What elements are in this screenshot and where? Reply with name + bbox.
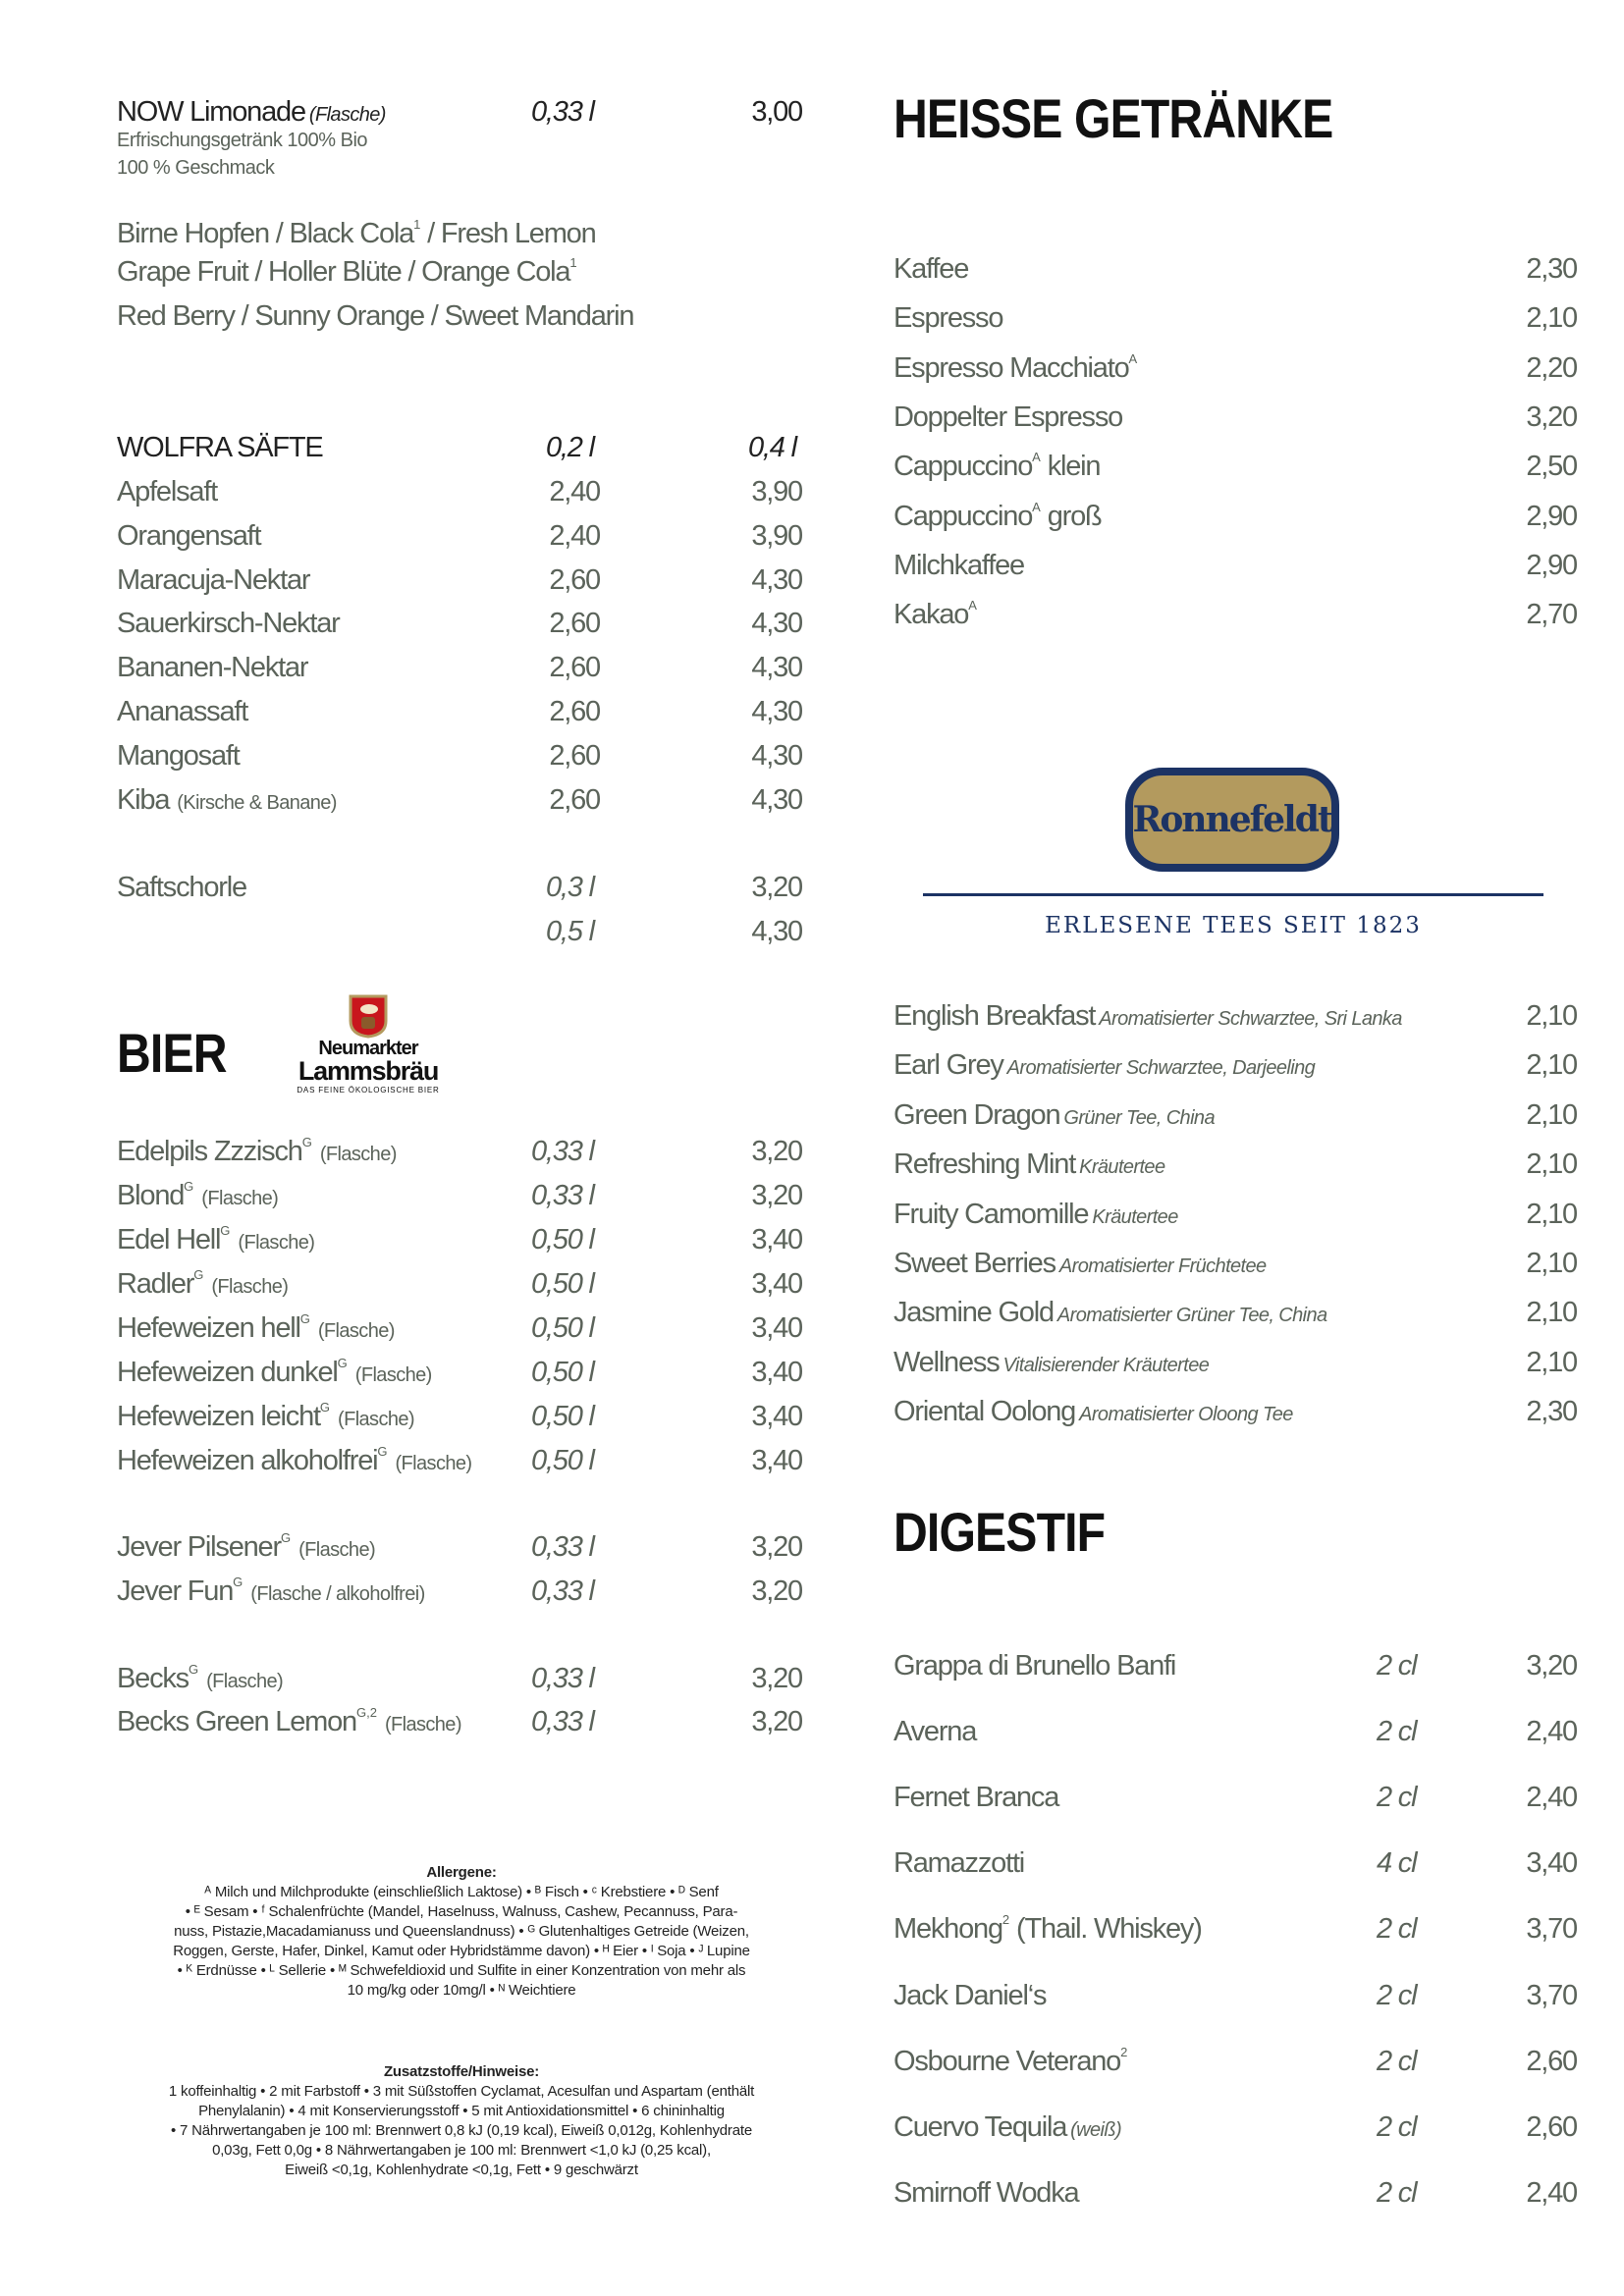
item-label: Saftschorle xyxy=(117,872,246,903)
item-label: English Breakfast xyxy=(893,1000,1096,1032)
item-price: 3,90 xyxy=(751,519,802,552)
item-price: 3,40 xyxy=(751,1445,802,1476)
item-volume: 2 cl xyxy=(1377,1716,1417,1748)
allergen-marker: G xyxy=(220,1223,231,1238)
item-label: Smirnoff Wodka xyxy=(893,2176,1079,2209)
allergen-marker: G,2 xyxy=(355,1705,377,1720)
item-note: Aromatisierter Grüner Tee, China xyxy=(1056,1305,1327,1327)
item-volume: 0,3 l xyxy=(546,872,594,903)
item-name xyxy=(893,1392,1293,1434)
item-note: (Flasche) xyxy=(206,1671,284,1692)
item-price: 2,90 xyxy=(1526,549,1577,581)
item-label: Sweet Berries xyxy=(893,1248,1056,1279)
item-label: Refreshing Mint xyxy=(893,1148,1076,1181)
item-name xyxy=(893,447,1100,486)
item-price: 2,40 xyxy=(1526,1782,1577,1814)
item-volume: 2 cl xyxy=(1377,2045,1417,2077)
item-label: Kaffee xyxy=(893,253,969,285)
item-note: (Flasche) xyxy=(317,1320,395,1342)
tea-row xyxy=(0,1145,1624,1184)
digestif-row xyxy=(0,1843,1624,1883)
digestif-row xyxy=(0,1909,1624,1949)
item-volume: 0,5 l xyxy=(546,916,594,947)
item-label: Red Berry / Sunny Orange / Sweet Mandarin xyxy=(117,300,634,332)
item-price: 2,70 xyxy=(1526,599,1577,631)
item-name xyxy=(893,298,1002,338)
item-note: Aromatisierter Schwarztee, Darjeeling xyxy=(1006,1057,1316,1080)
item-label: Ramazzotti xyxy=(893,1847,1025,1880)
tea-row xyxy=(0,1293,1624,1332)
item-label-suffix: klein xyxy=(1040,451,1101,483)
item-name xyxy=(893,1293,1327,1335)
item-price: 2,60 xyxy=(1526,2110,1577,2143)
item-label: Cappuccino xyxy=(893,451,1033,483)
allergen-marker: 1 xyxy=(413,217,421,232)
allergens-title: Allergene: xyxy=(426,1864,497,1881)
allergen-marker: G xyxy=(184,1179,194,1194)
juice-row xyxy=(0,780,1624,820)
item-volume: 0,50 l xyxy=(531,1268,594,1300)
lammsbraeu-line2: Lammsbräu xyxy=(298,1056,439,1086)
item-price: 3,70 xyxy=(1526,1979,1577,2011)
item-name xyxy=(893,1095,1215,1138)
item-price: 3,40 xyxy=(751,1224,802,1255)
tea-row xyxy=(0,996,1624,1036)
item-price: 4,30 xyxy=(751,608,802,640)
item-label: Hefeweizen alkoholfrei xyxy=(117,1445,378,1476)
item-label: Hefeweizen dunkel xyxy=(117,1357,338,1388)
lammsbraeu-line1: Neumarkter xyxy=(318,1038,418,1059)
hot-drinks-heading: HEISSE GETRÄNKE xyxy=(893,87,1333,149)
item-price: 2,10 xyxy=(1526,1198,1577,1230)
item-price: 3,20 xyxy=(751,1575,802,1607)
item-label: Becks xyxy=(117,1663,189,1694)
item-label: Blond xyxy=(117,1180,185,1211)
schorle-row-2 xyxy=(0,912,1624,951)
tea-row xyxy=(0,1045,1624,1085)
now-limonade-row xyxy=(0,92,1624,132)
item-price: 4,30 xyxy=(751,916,802,947)
digestif-row xyxy=(0,2042,1624,2081)
item-label: Mangosaft xyxy=(117,739,240,772)
item-note: Aromatisierter Früchtetee xyxy=(1058,1255,1267,1277)
item-volume: 2 cl xyxy=(1377,1913,1417,1946)
tea-row xyxy=(0,1244,1624,1283)
allergen-marker: G xyxy=(299,1311,310,1326)
item-price: 4,30 xyxy=(751,783,802,816)
additive-line: 1 koffeinhaltig • 2 mit Farbstoff • 3 mit Süßstoffen Cyclamat, Acesulfan und Aspartam (enthält xyxy=(168,2083,755,2100)
digestif-row xyxy=(0,2108,1624,2147)
allergen-line: nuss, Pistazie,Macadamianuss und Queenslandnuss) • ᴳ Glutenhaltiges Getreide (Weizen, xyxy=(174,1923,749,1940)
allergen-marker: 1 xyxy=(569,255,577,270)
additive-line: 0,03g, Fett 0,0g • 8 Nährwertangaben je 100 ml: Brennwert <1,0 kJ (0,25 kcal), xyxy=(212,2142,711,2159)
item-price: 2,20 xyxy=(1526,351,1577,384)
item-label: Becks Green Lemon xyxy=(117,1706,356,1737)
allergen-marker: G xyxy=(319,1400,331,1415)
allergen-marker: 2 xyxy=(1001,1912,1010,1928)
item-price: 2,50 xyxy=(1526,451,1577,483)
item-name xyxy=(117,736,240,775)
item-price: 3,40 xyxy=(1526,1847,1577,1880)
allergen-marker: G xyxy=(377,1444,388,1459)
item-price: 2,40 xyxy=(549,519,600,552)
item-label: Jasmine Gold xyxy=(893,1297,1054,1329)
item-price: 2,40 xyxy=(1526,1716,1577,1748)
item-label: Ananassaft xyxy=(117,696,248,727)
item-label: Radler xyxy=(117,1268,194,1300)
item-label: Kakao xyxy=(893,599,969,631)
item-volume: 0,33 l xyxy=(531,96,594,128)
item-price: 3,20 xyxy=(751,1663,802,1694)
item-name xyxy=(893,1843,1024,1883)
item-volume: 0,33 l xyxy=(531,1136,594,1167)
hot-drink-row xyxy=(0,546,1624,585)
item-note: Kräutertee xyxy=(1092,1205,1178,1228)
item-price: 2,60 xyxy=(549,563,600,596)
item-note: Grüner Tee, China xyxy=(1063,1106,1215,1129)
item-volume: 2 cl xyxy=(1377,1650,1417,1682)
item-name xyxy=(117,648,307,687)
ronnefeldt-tagline: ERLESENE TEES SEIT 1823 xyxy=(1045,913,1422,938)
ronnefeldt-wordmark: Ronnefeldt xyxy=(1132,799,1332,840)
hot-drink-row xyxy=(0,348,1624,388)
item-price: 2,10 xyxy=(1526,1148,1577,1181)
item-name xyxy=(893,2173,1078,2213)
item-name xyxy=(893,2108,1121,2150)
allergen-marker: G xyxy=(301,1135,312,1149)
item-label: Kiba xyxy=(117,783,170,816)
item-label: Grappa di Brunello Banfi xyxy=(893,1650,1176,1682)
item-note: (Flasche) xyxy=(308,104,386,126)
item-price: 2,60 xyxy=(549,652,600,684)
item-price: 2,40 xyxy=(1526,2176,1577,2209)
item-name xyxy=(893,1976,1046,2015)
beer-heading: BIER xyxy=(117,1022,227,1084)
item-label: Averna xyxy=(893,1716,977,1748)
item-volume: 0,4 l xyxy=(748,432,796,463)
allergen-marker: G xyxy=(193,1267,204,1282)
item-label: Birne Hopfen / Black Cola xyxy=(117,218,414,249)
allergen-line: • ᴷ Erdnüsse • ᴸ Sellerie • ᴹ Schwefeldioxid und Sulfite in einer Konzentration von mehr als xyxy=(177,1962,746,1979)
item-volume: 0,33 l xyxy=(531,1663,594,1694)
flavor-line xyxy=(0,214,1624,253)
item-note: (Flasche) xyxy=(211,1276,289,1298)
item-note: Kräutertee xyxy=(1079,1156,1165,1179)
juice-row xyxy=(0,648,1624,687)
item-price: 3,20 xyxy=(751,1706,802,1737)
item-volume: 0,33 l xyxy=(531,1180,594,1211)
item-name xyxy=(893,1343,1209,1385)
item-label: Fruity Camomille xyxy=(893,1198,1089,1230)
tea-row xyxy=(0,1392,1624,1431)
item-label: Grape Fruit / Holler Blüte / Orange Cola xyxy=(117,256,570,288)
item-name xyxy=(893,249,968,289)
item-label: Edel Hell xyxy=(117,1224,221,1255)
item-label: Hefeweizen hell xyxy=(117,1312,300,1344)
item-label: Sauerkirsch-Nektar xyxy=(117,608,340,640)
tea-row xyxy=(0,1343,1624,1382)
item-price: 4,30 xyxy=(751,563,802,596)
item-label: Cuervo Tequila xyxy=(893,2110,1067,2143)
item-name xyxy=(893,1646,1175,1685)
allergen-line: • ᴱ Sesam • ᶠ Schalenfrüchte (Mandel, Haselnuss, Walnuss, Cashew, Pecannuss, Para- xyxy=(185,1903,738,1920)
item-name xyxy=(893,546,1024,585)
item-label: Apfelsaft xyxy=(117,476,218,507)
item-price: 3,20 xyxy=(751,872,802,903)
allergen-line: 10 mg/kg oder 10mg/l • ᴺ Weichtiere xyxy=(347,1982,576,1999)
item-label: Milchkaffee xyxy=(893,549,1024,581)
item-note: (Kirsche & Banane) xyxy=(177,791,337,814)
digestif-row xyxy=(0,2173,1624,2213)
item-name xyxy=(893,1778,1058,1817)
item-name xyxy=(893,398,1122,437)
digestif-row xyxy=(0,1976,1624,2015)
item-name xyxy=(117,1441,471,1483)
item-note: (Flasche) xyxy=(338,1409,414,1430)
item-price: 2,10 xyxy=(1526,1049,1577,1082)
item-price: 2,10 xyxy=(1526,302,1577,335)
item-name xyxy=(893,595,977,634)
item-price: 2,30 xyxy=(1526,1396,1577,1428)
item-price: 3,20 xyxy=(751,1136,802,1167)
allergen-marker: G xyxy=(337,1356,348,1370)
additive-line: Phenylalanin) • 4 mit Konservierungsstoff • 5 mit Antioxidationsmittel • 6 chininhaltig xyxy=(198,2103,725,2119)
allergen-marker: A xyxy=(1032,450,1041,465)
item-price: 3,40 xyxy=(751,1312,802,1344)
item-volume: 0,50 l xyxy=(531,1401,594,1432)
item-name xyxy=(893,996,1402,1039)
item-price: 2,60 xyxy=(549,608,600,640)
item-name xyxy=(117,92,386,134)
item-note: (Flasche) xyxy=(395,1453,472,1474)
allergen-line: ᴬ Milch und Milchprodukte (einschließlich Laktose) • ᴮ Fisch • ᶜ Krebstiere • ᴰ Senf xyxy=(204,1884,719,1900)
juice-row xyxy=(0,692,1624,731)
item-price: 3,40 xyxy=(751,1268,802,1300)
item-price: 3,40 xyxy=(751,1357,802,1388)
allergen-line: Roggen, Gerste, Hafer, Dinkel, Kamut oder Hybridstämme davon) • ᴴ Eier • ᴵ Soja • ᴶ Lupine xyxy=(173,1943,750,1959)
item-name xyxy=(893,348,1137,388)
item-note: (Flasche) xyxy=(238,1232,315,1254)
item-note: (Flasche) xyxy=(354,1364,432,1386)
item-name xyxy=(117,214,596,253)
item-label: Jever Fun xyxy=(117,1575,234,1607)
item-label: Oriental Oolong xyxy=(893,1396,1076,1428)
hot-drink-row xyxy=(0,497,1624,536)
item-label: Jever Pilsener xyxy=(117,1531,281,1563)
tea-row xyxy=(0,1195,1624,1234)
juice-row xyxy=(0,736,1624,775)
additive-line: Eiweiß <0,1g, Kohlenhydrate <0,1g, Fett • 9 geschwärzt xyxy=(285,2162,638,2178)
item-label: Espresso xyxy=(893,302,1003,335)
item-name xyxy=(893,1145,1164,1187)
item-price: 2,10 xyxy=(1526,1346,1577,1378)
item-name xyxy=(893,1244,1267,1286)
item-label: NOW Limonade xyxy=(117,96,305,128)
item-note: Aromatisierter Schwarztee, Sri Lanka xyxy=(1099,1008,1402,1030)
additives-title: Zusatzstoffe/Hinweise: xyxy=(383,2063,540,2080)
item-price: 2,60 xyxy=(1526,2045,1577,2077)
item-name xyxy=(893,2042,1127,2081)
item-volume: 2 cl xyxy=(1377,1782,1417,1814)
item-label: Mekhong xyxy=(893,1913,1002,1946)
item-price: 2,10 xyxy=(1526,1098,1577,1131)
additive-line: • 7 Nährwertangaben je 100 ml: Brennwert 0,8 kJ (0,19 kcal), Eiweiß 0,012g, Kohlenhydrate xyxy=(171,2122,752,2139)
item-label: WOLFRA SÄFTE xyxy=(117,432,323,463)
item-price: 2,40 xyxy=(549,476,600,507)
item-price: 2,10 xyxy=(1526,1248,1577,1279)
allergen-marker: 2 xyxy=(1120,2044,1128,2059)
item-label: Cappuccino xyxy=(893,500,1033,532)
item-price: 4,30 xyxy=(751,652,802,684)
now-description-2: 100 % Geschmack xyxy=(117,157,275,179)
item-price: 3,40 xyxy=(751,1401,802,1432)
item-volume: 0,50 l xyxy=(531,1224,594,1255)
item-label: Wellness xyxy=(893,1346,1000,1378)
allergen-marker: A xyxy=(968,598,977,614)
item-label-suffix: / Fresh Lemon xyxy=(420,218,596,249)
item-price: 2,60 xyxy=(549,783,600,816)
item-label-suffix: (Thail. Whiskey) xyxy=(1009,1913,1202,1946)
item-volume: 4 cl xyxy=(1377,1847,1417,1880)
item-label-suffix: groß xyxy=(1040,500,1102,532)
item-label: Green Dragon xyxy=(893,1098,1060,1131)
item-note: (Flasche) xyxy=(319,1144,397,1165)
item-note: (Flasche) xyxy=(201,1188,279,1209)
item-volume: 2 cl xyxy=(1377,1979,1417,2011)
item-price: 3,00 xyxy=(751,96,802,128)
item-label: Hefeweizen leicht xyxy=(117,1401,320,1432)
item-price: 2,60 xyxy=(549,696,600,727)
item-price: 2,90 xyxy=(1526,500,1577,532)
item-volume: 0,33 l xyxy=(531,1531,594,1563)
item-volume: 0,33 l xyxy=(531,1575,594,1607)
allergen-marker: A xyxy=(1128,350,1138,366)
beer-row xyxy=(0,1527,1624,1567)
item-volume: 0,50 l xyxy=(531,1445,594,1476)
beer-row xyxy=(0,1572,1624,1611)
item-volume: 2 cl xyxy=(1377,2110,1417,2143)
item-volume: 0,2 l xyxy=(546,432,594,463)
hot-drink-row xyxy=(0,249,1624,289)
item-name xyxy=(893,1712,976,1751)
item-label: Doppelter Espresso xyxy=(893,400,1123,433)
item-price: 4,30 xyxy=(751,696,802,727)
hot-drink-row xyxy=(0,298,1624,338)
item-price: 2,10 xyxy=(1526,1000,1577,1032)
item-price: 3,90 xyxy=(751,476,802,507)
item-name xyxy=(893,1909,1202,1949)
item-name xyxy=(893,1195,1178,1237)
now-description: Erfrischungsgetränk 100% Bio xyxy=(117,130,368,151)
allergen-marker: G xyxy=(233,1575,244,1589)
item-label: Orangensaft xyxy=(117,519,261,552)
item-volume: 2 cl xyxy=(1377,2176,1417,2209)
digestif-row xyxy=(0,1646,1624,1685)
item-name xyxy=(117,780,337,823)
item-label: Fernet Branca xyxy=(893,1782,1059,1814)
hot-drink-row xyxy=(0,447,1624,486)
hot-drink-row xyxy=(0,595,1624,634)
allergen-marker: G xyxy=(280,1530,292,1545)
item-label: Espresso Macchiato xyxy=(893,351,1129,384)
item-volume: 0,33 l xyxy=(531,1706,594,1737)
item-price: 2,60 xyxy=(549,739,600,772)
schorle-row xyxy=(0,868,1624,907)
item-name xyxy=(893,497,1102,536)
item-price: 2,10 xyxy=(1526,1297,1577,1329)
item-note: (Flasche) xyxy=(384,1714,461,1735)
item-label: Osbourne Veterano xyxy=(893,2045,1121,2077)
allergen-marker: A xyxy=(1032,499,1041,514)
hot-drink-row xyxy=(0,398,1624,437)
item-note: (Flasche / alkoholfrei) xyxy=(250,1583,425,1605)
item-name xyxy=(117,692,247,731)
allergen-marker: G xyxy=(188,1662,199,1677)
digestif-row xyxy=(0,1778,1624,1817)
item-price: 4,30 xyxy=(751,739,802,772)
item-label: Earl Grey xyxy=(893,1049,1003,1082)
item-note: (Flasche) xyxy=(298,1539,376,1561)
item-label: Bananen-Nektar xyxy=(117,652,308,684)
item-note: Aromatisierter Oloong Tee xyxy=(1079,1404,1293,1426)
item-price: 3,20 xyxy=(751,1180,802,1211)
item-name xyxy=(117,868,246,907)
item-label: Edelpils Zzzisch xyxy=(117,1136,302,1167)
item-label: Jack Daniel‘s xyxy=(893,1979,1047,2011)
item-label: Maracuja-Nektar xyxy=(117,563,310,596)
item-note: Vitalisierender Kräutertee xyxy=(1002,1354,1210,1376)
tea-row xyxy=(0,1095,1624,1135)
item-name xyxy=(117,1527,375,1570)
lammsbraeu-tagline: DAS FEINE ÖKOLOGISCHE BIER xyxy=(297,1086,440,1095)
item-volume: 0,50 l xyxy=(531,1357,594,1388)
beer-row xyxy=(0,1441,1624,1480)
item-name xyxy=(117,1572,425,1614)
item-price: 2,30 xyxy=(1526,253,1577,285)
digestif-row xyxy=(0,1712,1624,1751)
item-price: 3,20 xyxy=(1526,400,1577,433)
item-price: 3,20 xyxy=(1526,1650,1577,1682)
item-note: (weiß) xyxy=(1070,2118,1122,2141)
item-price: 3,20 xyxy=(751,1531,802,1563)
digestif-heading: DIGESTIF xyxy=(893,1501,1106,1563)
item-name xyxy=(893,1045,1315,1088)
item-volume: 0,50 l xyxy=(531,1312,594,1344)
item-price: 3,70 xyxy=(1526,1913,1577,1946)
